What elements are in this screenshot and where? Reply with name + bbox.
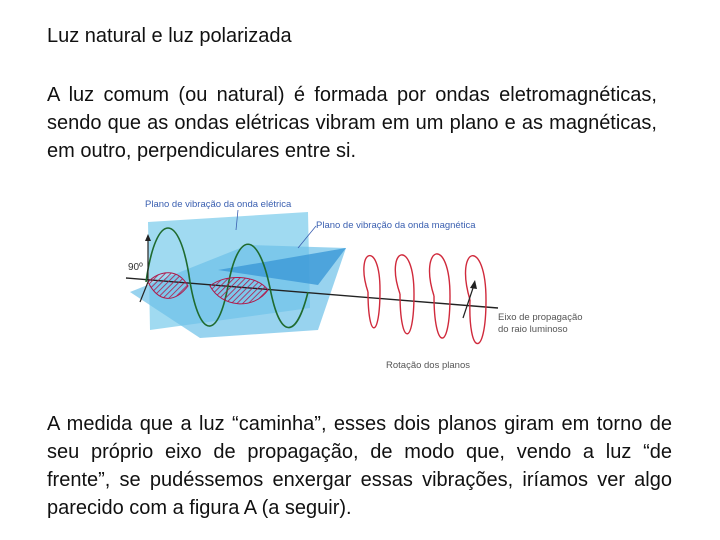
axis-label-line1: Eixo de propagação [498, 312, 583, 323]
page-title: Luz natural e luz polarizada [47, 25, 292, 47]
axis-label-line2: do raio luminoso [498, 324, 568, 335]
polarization-figure [118, 190, 608, 375]
intro-paragraph: A luz comum (ou natural) é formada por ondas eletromagnéticas, sendo que as ondas elétricas vibram em um plano e as magnéticas, em outro, perpendiculares entre si. [47, 84, 657, 162]
spiral-arrow [463, 285, 474, 318]
electric-plane-label: Plano de vibração da onda elétrica [145, 199, 292, 210]
angle-label: 90º [128, 262, 143, 273]
arrow-head-icon [470, 280, 477, 289]
rotation-label: Rotação dos planos [386, 360, 470, 371]
magnetic-plane-label: Plano de vibração da onda magnética [316, 220, 476, 231]
rotation-paragraph: A medida que a luz “caminha”, esses dois planos giram em torno de seu próprio eixo de propagação, de modo que, vendo a luz “de frente”, se pudéssemos enxergar essas vibrações, iríamos ver algo parecido com a figura A (a seguir). [47, 413, 672, 519]
wave-diagram [118, 190, 608, 375]
